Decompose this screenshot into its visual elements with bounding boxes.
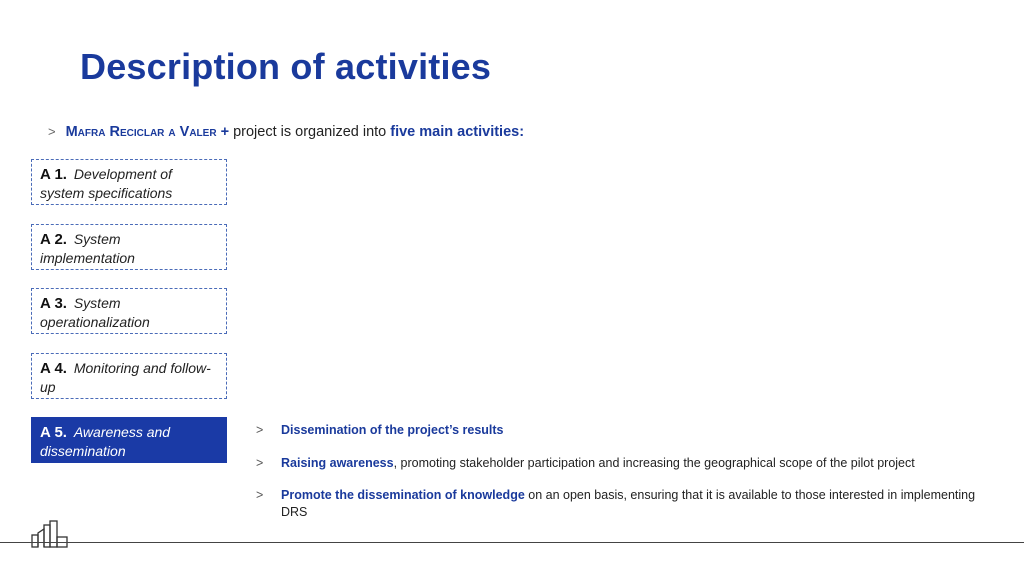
- chevron-right-icon: >: [256, 456, 264, 470]
- intro-line: [48, 124, 524, 140]
- activity-code: A 5.: [40, 424, 67, 441]
- activity-box-a5[interactable]: [31, 417, 227, 463]
- detail-highlight: Raising awareness: [281, 456, 394, 470]
- project-name: Mafra Reciclar a Valer +: [65, 124, 230, 140]
- page-title: Description of activities: [80, 46, 492, 87]
- activity-box-a1[interactable]: [31, 159, 227, 205]
- chevron-right-icon: >: [48, 124, 56, 139]
- detail-item: [256, 455, 996, 472]
- activity-label: Monitoring and follow-up: [40, 360, 211, 395]
- activity-box-a4[interactable]: [31, 353, 227, 399]
- detail-highlight: Promote the dissemination of knowledge: [281, 488, 525, 502]
- activity-label: Development of system specifications: [40, 166, 173, 201]
- intro-emphasis: five main activities:: [390, 124, 525, 140]
- activity-code: A 1.: [40, 166, 67, 183]
- activity-code: A 2.: [40, 231, 67, 248]
- activity-label: System operationalization: [40, 295, 150, 330]
- detail-highlight: Dissemination of the project’s results: [281, 423, 504, 437]
- activity-box-a2[interactable]: [31, 224, 227, 270]
- detail-text: , promoting stakeholder participation and increasing the geographical scope of the pilot project: [393, 456, 915, 470]
- chevron-right-icon: >: [256, 423, 264, 437]
- activity-box-a3[interactable]: [31, 288, 227, 334]
- activity-code: A 4.: [40, 360, 67, 377]
- activity-label: System implementation: [40, 231, 135, 266]
- detail-item: [256, 422, 996, 439]
- logo-icon: [30, 519, 72, 551]
- detail-item: [256, 487, 996, 521]
- intro-text: project is organized into: [229, 124, 391, 140]
- chevron-right-icon: >: [256, 488, 264, 502]
- detail-text: on an open basis, ensuring that it is available to those interested in implementing DRS: [281, 488, 976, 519]
- footer-divider: [0, 542, 1024, 543]
- activity-code: A 3.: [40, 295, 67, 312]
- activity-label: Awareness and dissemination: [40, 424, 171, 459]
